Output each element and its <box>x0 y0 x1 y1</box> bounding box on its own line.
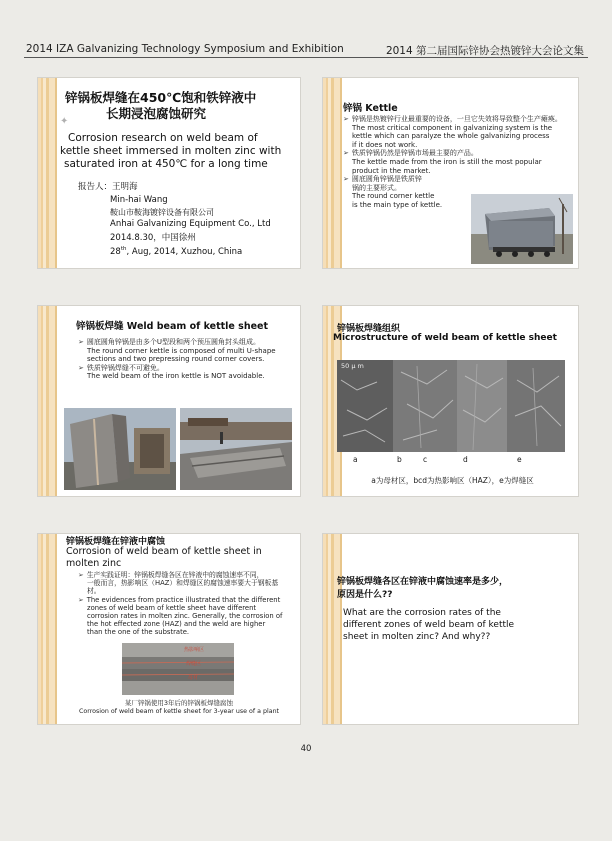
date-cn: 2014.8.30，中国徐州 <box>110 233 196 243</box>
photo-label-haz: 热影响区 <box>184 647 205 653</box>
photo-label-weld: 焊缝区 <box>186 661 202 667</box>
slide-microstructure <box>323 306 578 496</box>
header-rule <box>24 57 588 58</box>
reporter-en: Min-hai Wang <box>110 195 168 205</box>
zone-label-e: e <box>517 455 522 464</box>
bullet-list: ➢ 生产实践证明：锌锅板焊缝各区在锌液中的腐蚀速率不同， 一般而言，热影响区（HAZ）和焊缝区的腐蚀速率要大于钢板基 材。 ➢ The evidences from practice illustrated that the different zones of weld beam of kettle sheet have different corrosion rates in molten zinc. Generally, the corrosion of the hot effected zone (HAZ) and the weld are higher than the one of the substrate. <box>78 571 283 637</box>
date-en: 28th, Aug, 2014, Xuzhou, China <box>110 246 243 257</box>
slide-heading: 锌锅板焊缝 Weld beam of kettle sheet <box>76 321 269 332</box>
slide-title-en-3: saturated iron at 450℃ for a long time <box>64 158 268 170</box>
photo-caption-cn: 某厂锌锅使用3年后的锌锅板焊缝腐蚀 <box>124 699 234 707</box>
zone-label-c: c <box>423 455 428 464</box>
slide-heading-cn: 锌锅板焊缝组织 <box>337 324 401 334</box>
slide-heading-en-1: Corrosion of weld beam of kettle sheet in <box>66 546 262 557</box>
photo-label-substrate: 母材 <box>188 675 199 681</box>
micrograph <box>337 360 565 452</box>
bullet-list: ➢ 锌锅是热镀锌行业最重要的设备，一旦它失效将导致整个生产瘫痪。 The most critical component in galvanizing system is the kettle which can paralyze the whole galvanizing process if it does not work. ➢ 铁质锌锅仍然是锌锅市场最主要的产品。 The kettle made from the iron is still the most popular product in the market. ➢ 圆底圆角锌锅是铁质锌 锅的主要形式。 The round corner kettle is the main type of kettle. <box>343 115 562 209</box>
slide-question <box>323 534 578 724</box>
running-header-left: 2014 IZA Galvanizing Technology Symposium and Exhibition <box>26 43 344 55</box>
question-en-2: different zones of weld beam of kettle <box>343 620 515 630</box>
slide-title-cn-2: 长期浸泡腐蚀研究 <box>106 106 207 121</box>
question-en-3: sheet in molten zinc? And why?? <box>343 632 491 642</box>
slide-heading-cn: 锌锅板焊缝在锌液中腐蚀 <box>66 537 166 547</box>
slide-title-en-2: kettle sheet immersed in molten zinc with <box>60 145 282 157</box>
slide-heading-en: Microstructure of weld beam of kettle sheet <box>333 333 557 343</box>
slide-heading: 锌锅 Kettle <box>343 103 398 114</box>
slide-kettle <box>323 78 578 268</box>
zone-label-b: b <box>397 455 402 464</box>
slide-corrosion <box>38 534 300 724</box>
question-en-1: What are the corrosion rates of the <box>343 608 501 618</box>
scale-bar-label: 50 μ m <box>341 362 364 370</box>
running-header-right: 2014 第二届国际锌协会热镀锌大会论文集 <box>385 45 584 57</box>
weld-photo-right <box>180 408 292 490</box>
slide-title-cn-1: 锌锅板焊缝在450℃饱和铁锌液中 <box>65 90 257 105</box>
weld-photo-left <box>64 408 176 490</box>
decorative-bar <box>323 78 340 268</box>
slide-heading-en-2: molten zinc <box>66 558 122 569</box>
micrograph-caption: a为母材区，bcd为热影响区（HAZ），e为焊缝区 <box>371 476 534 485</box>
slide-title-en-1: Corrosion research on weld beam of <box>68 132 258 144</box>
corrosion-photo <box>122 643 234 695</box>
decorative-bar <box>38 78 55 268</box>
photo-caption-en: Corrosion of weld beam of kettle sheet for 3-year use of a plant <box>78 708 280 715</box>
sparkle-icon: ✦ <box>60 116 69 127</box>
question-cn-2: 原因是什么?? <box>337 590 393 600</box>
decorative-bar <box>38 534 55 724</box>
page-number: 40 <box>300 744 312 754</box>
slide-title <box>38 78 300 268</box>
slide-weld-beam <box>38 306 300 496</box>
company-cn: 鞍山市鞍海镀锌设备有限公司 <box>110 208 214 217</box>
kettle-photo <box>471 194 573 264</box>
decorative-bar <box>38 306 55 496</box>
reporter-cn: 报告人：王明海 <box>78 182 138 192</box>
bullet-list: ➢ 圆底圆角锌锅是由多个U型段和两个预压圆角封头组成。 The round corner kettle is composed of multi U-shape sections and two prepressing round corner covers. ➢ 铁质锌锅焊缝不可避免。 The weld beam of the iron kettle is NOT avoidable. <box>78 338 276 381</box>
company-en: Anhai Galvanizing Equipment Co., Ltd <box>110 219 271 229</box>
decorative-bar <box>323 534 340 724</box>
question-cn-1: 锌锅板焊缝各区在锌液中腐蚀速率是多少， <box>337 577 509 587</box>
zone-label-a: a <box>353 455 358 464</box>
zone-label-d: d <box>463 455 468 464</box>
